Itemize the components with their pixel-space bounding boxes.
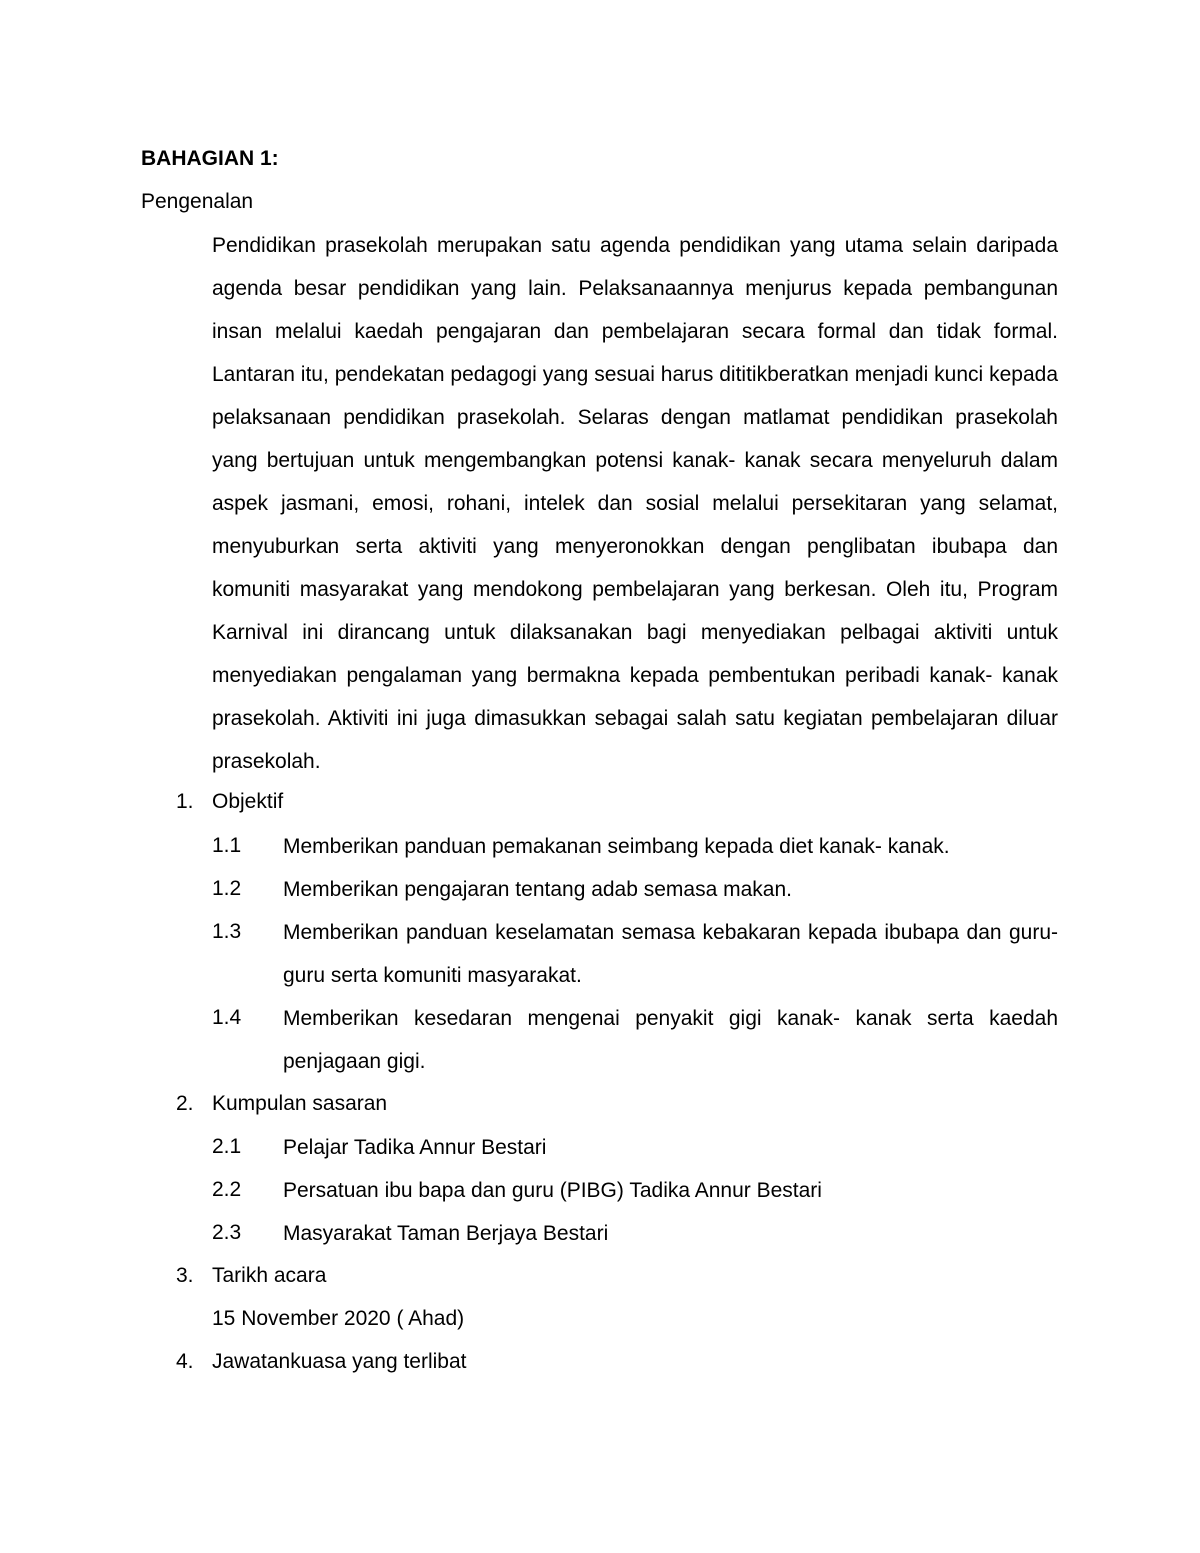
section-number: 1. [176,790,194,813]
item-text: Memberikan pengajaran tentang adab semasa makan. [283,878,792,901]
section-title: Kumpulan sasaran [212,1092,388,1115]
item-text: Masyarakat Taman Berjaya Bestari [283,1222,609,1245]
introduction-paragraph: Pendidikan prasekolah merupakan satu agenda pendidikan yang utama selain daripada agenda besar pendidikan yang lain. Pelaksanaannya menjurus kepada pembangunan insan melalui kaedah pengajaran dan pembelajaran secara formal dan tidak formal. Lantaran itu, pendekatan pedagogi yang sesuai harus dititikberatkan menjadi kunci kepada pelaksanaan pendidikan prasekolah. Selaras dengan matlamat pendidikan prasekolah yang bertujuan untuk mengembangkan potensi kanak- kanak secara menyeluruh dalam aspek jasmani, emosi, rohani, intelek dan sosial melalui persekitaran yang selamat, menyuburkan serta aktiviti yang menyeronokkan dengan penglibatan ibubapa dan komuniti masyarakat yang mendokong pembelajaran yang berkesan. Oleh itu, Program Karnival ini dirancang untuk dilaksanakan bagi menyediakan pelbagai aktiviti untuk menyediakan pengalaman yang bermakna kepada pembentukan peribadi kanak- kanak prasekolah. Aktiviti ini juga dimasukkan sebagai salah satu kegiatan pembelajaran diluar prasekolah. [212,234,1058,773]
item-text: Persatuan ibu bapa dan guru (PIBG) Tadika Annur Bestari [283,1179,822,1202]
event-date: 15 November 2020 ( Ahad) [212,1307,465,1330]
item-number: 2.2 [212,1178,242,1201]
item-text: Memberikan panduan pemakanan seimbang kepada diet kanak- kanak. [283,835,950,858]
item-number: 1.3 [212,920,242,943]
item-number: 2.1 [212,1135,242,1158]
section-number: 2. [176,1092,194,1115]
item-number: 1.4 [212,1006,242,1029]
item-text: Memberikan panduan keselamatan semasa kebakaran kepada ibubapa dan guru-guru serta komuniti masyarakat. [283,921,1058,987]
section-number: 4. [176,1350,194,1373]
section-title: Jawatankuasa yang terlibat [212,1350,467,1373]
section-title: Objektif [212,790,284,813]
item-number: 1.1 [212,834,242,857]
section-title: Tarikh acara [212,1264,327,1287]
section-title-introduction: Pengenalan [141,190,254,213]
item-text: Memberikan kesedaran mengenai penyakit gigi kanak- kanak serta kaedah penjagaan gigi. [283,1007,1058,1073]
part-heading: BAHAGIAN 1: [141,147,279,170]
item-number: 1.2 [212,877,242,900]
item-number: 2.3 [212,1221,242,1244]
section-number: 3. [176,1264,194,1287]
item-text: Pelajar Tadika Annur Bestari [283,1136,547,1159]
